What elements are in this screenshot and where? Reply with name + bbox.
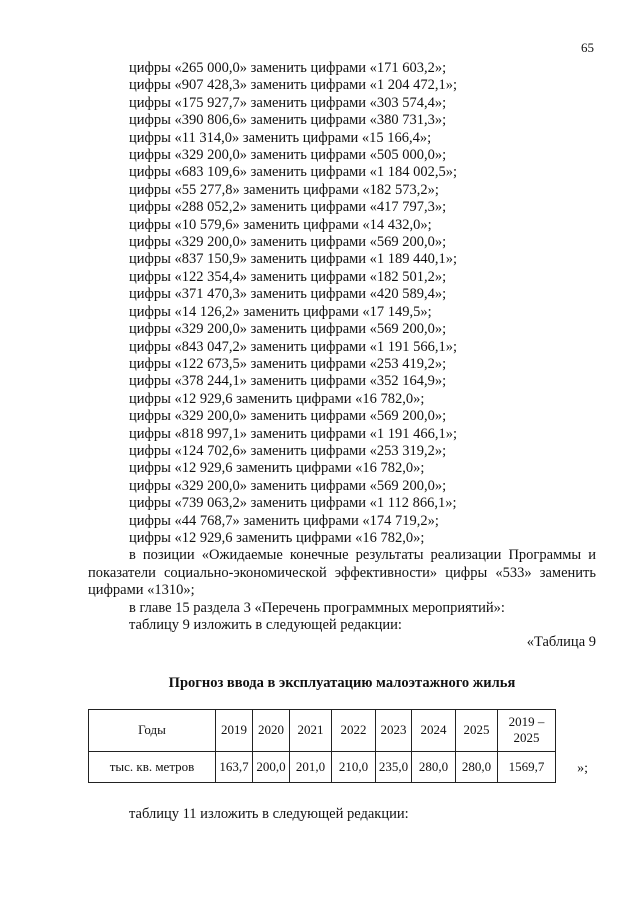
line-table9: таблицу 9 изложить в следующей редакции: [129,617,402,633]
header-cell: 2025 [456,709,498,751]
replacement-line: цифры «12 929,6 заменить цифрами «16 782,0»; [129,529,425,546]
table-cell: 280,0 [412,751,456,782]
replacement-line: цифры «329 200,0» заменить цифрами «569 200,0»; [129,234,447,251]
replacement-line: цифры «390 806,6» заменить цифрами «380 731,3»; [129,112,447,129]
table-cell: 163,7 [216,751,253,782]
table-wrap [88,709,596,783]
table-header-row [89,709,556,751]
replacement-line: цифры «12 929,6 заменить цифрами «16 782,0»; [129,390,425,407]
header-cell: 2022 [332,709,376,751]
replacement-line: цифры «818 997,1» заменить цифрами «1 191 466,1»; [129,425,458,442]
table-label: «Таблица 9 [526,634,596,651]
table-cell: тыс. кв. метров [89,751,216,782]
table-cell: 200,0 [253,751,290,782]
housing-table [88,709,556,783]
replacement-line: цифры «371 470,3» заменить цифрами «420 589,4»; [129,286,447,303]
replacement-line: цифры «329 200,0» заменить цифрами «569 200,0»; [129,321,447,338]
replacement-line: цифры «843 047,2» заменить цифрами «1 191 566,1»; [129,338,458,355]
replacement-line: цифры «683 109,6» заменить цифрами «1 184 002,5»; [129,164,458,181]
paragraph-position: в позиции «Ожидаемые конечные результаты реализации Программы и показатели социально-экономической эффективности» цифры «533» заменить цифрами «1310»; [88,547,596,599]
replacement-line: цифры «14 126,2» заменить цифрами «17 149,5»; [129,303,432,320]
document-body [88,60,596,823]
replacement-line: цифры «329 200,0» заменить цифрами «569 200,0»; [129,408,447,425]
line-table11: таблицу 11 изложить в следующей редакции: [129,805,409,822]
header-cell: 2020 [253,709,290,751]
header-cell: 2021 [290,709,332,751]
replacement-line: цифры «739 063,2» заменить цифрами «1 112 866,1»; [129,495,457,512]
header-cell: Годы [89,709,216,751]
table-cell: 235,0 [376,751,412,782]
replacement-line: цифры «907 428,3» заменить цифрами «1 204 472,1»; [129,77,458,94]
replacement-list [88,60,596,547]
replacement-line: цифры «10 579,6» заменить цифрами «14 432,0»; [129,216,432,233]
header-cell: 2024 [412,709,456,751]
replacement-line: цифры «124 702,6» заменить цифрами «253 319,2»; [129,442,447,459]
table-close-quote: »; [577,760,588,776]
replacement-line: цифры «837 150,9» заменить цифрами «1 189 440,1»; [129,251,458,268]
replacement-line: цифры «329 200,0» заменить цифрами «505 000,0»; [129,147,447,164]
table-cell: 201,0 [290,751,332,782]
header-cell: 2023 [376,709,412,751]
replacement-line: цифры «44 768,7» заменить цифрами «174 719,2»; [129,512,439,529]
replacement-line: цифры «175 927,7» заменить цифрами «303 574,4»; [129,94,447,111]
replacement-line: цифры «122 673,5» заменить цифрами «253 419,2»; [129,355,447,372]
table-row [89,751,556,782]
table-title: Прогноз ввода в эксплуатацию малоэтажного жилья [168,674,516,691]
line-chapter: в главе 15 раздела 3 «Перечень программных мероприятий»: [129,599,505,616]
replacement-line: цифры «122 354,4» заменить цифрами «182 501,2»; [129,268,447,285]
replacement-line: цифры «55 277,8» заменить цифрами «182 573,2»; [129,181,439,198]
replacement-line: цифры «265 000,0» заменить цифрами «171 603,2»; [129,60,447,76]
replacement-line: цифры «329 200,0» заменить цифрами «569 200,0»; [129,477,447,494]
page-number: 65 [581,40,594,55]
header-cell: 2019 [216,709,253,751]
replacement-line: цифры «288 052,2» заменить цифрами «417 797,3»; [129,199,447,216]
replacement-line: цифры «12 929,6 заменить цифрами «16 782,0»; [129,460,425,477]
replacement-line: цифры «378 244,1» заменить цифрами «352 164,9»; [129,373,447,390]
table-cell: 210,0 [332,751,376,782]
header-cell: 2019 – 2025 [498,709,556,751]
table-cell: 1569,7 [498,751,556,782]
table-cell: 280,0 [456,751,498,782]
replacement-line: цифры «11 314,0» заменить цифрами «15 166,4»; [129,129,432,146]
